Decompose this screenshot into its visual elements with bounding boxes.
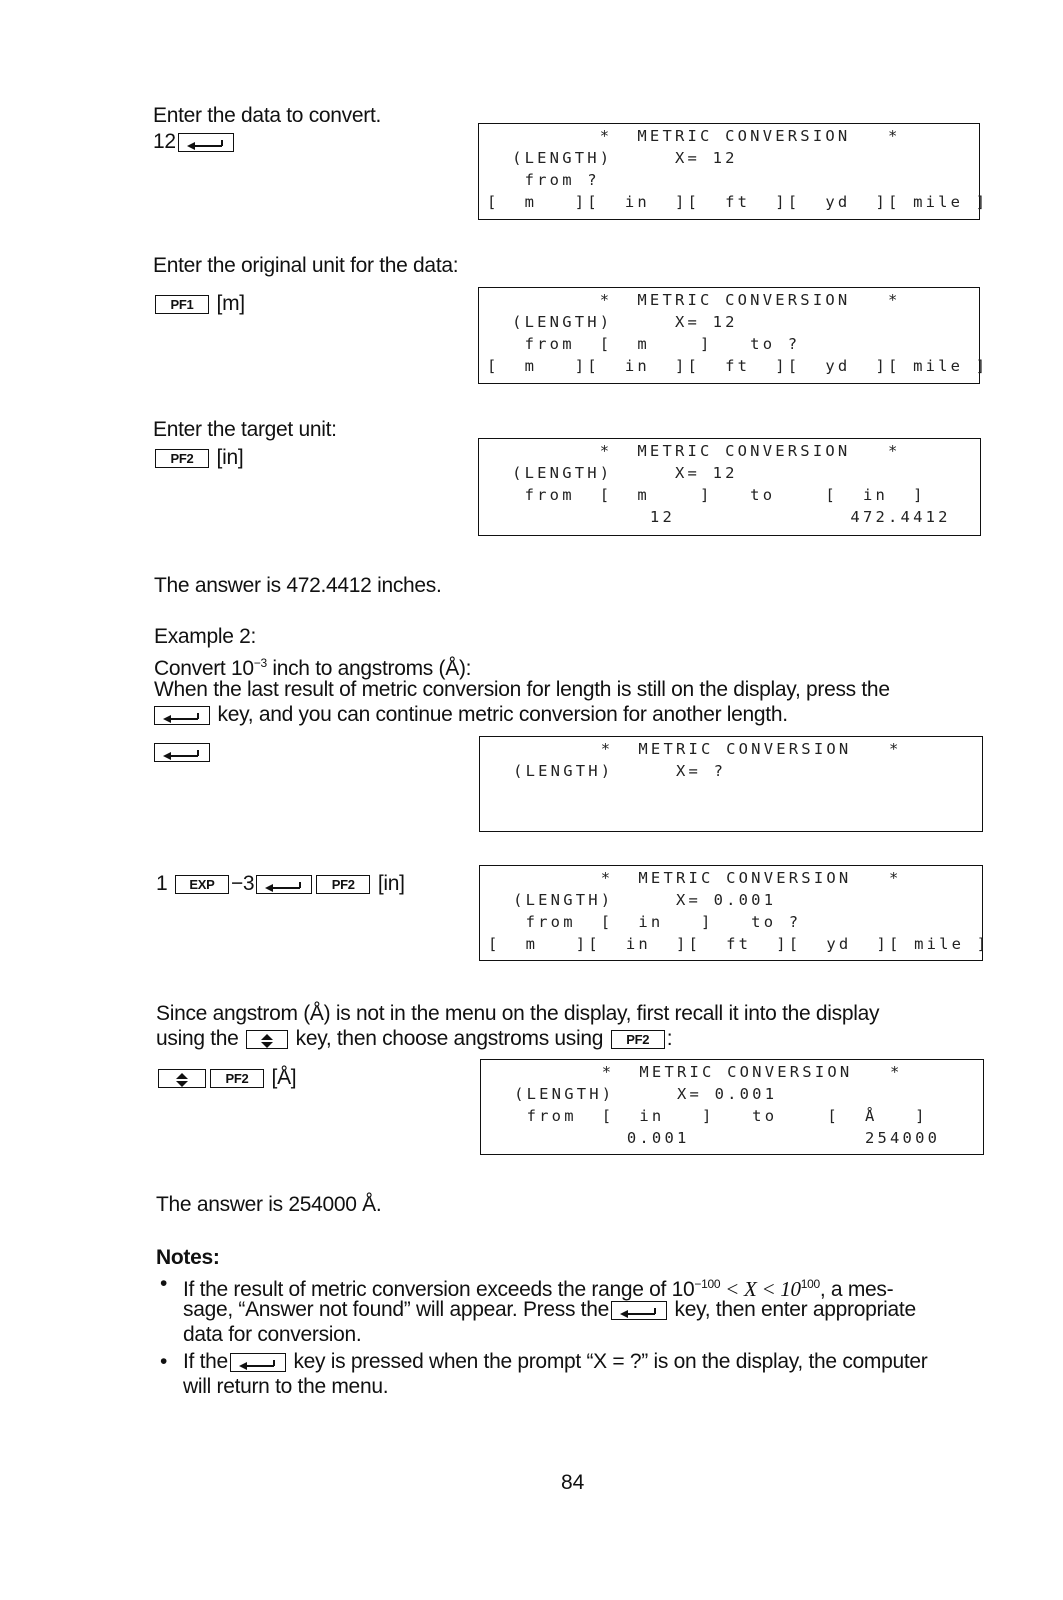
lcd-line: * METRIC CONVERSION *: [487, 127, 901, 145]
instruction-enter-data: Enter the data to convert.: [153, 104, 382, 127]
text-run: key, and you can continue metric conversion for another length.: [212, 703, 788, 726]
bullet-icon: •: [160, 1272, 168, 1295]
lcd-line: from ?: [487, 171, 600, 189]
text-run: If the: [183, 1350, 228, 1373]
text-run: Convert 10: [154, 657, 254, 680]
enter-key: [154, 706, 210, 725]
input-sequence-5: [156, 872, 405, 896]
lcd-line: * METRIC CONVERSION *: [487, 291, 901, 309]
since-line-1: Since angstrom (Å) is not in the menu on the display, first recall it into the display: [156, 1002, 880, 1025]
lcd-line: * METRIC CONVERSION *: [489, 1063, 903, 1081]
enter-key: [178, 133, 234, 152]
instruction-original-unit: Enter the original unit for the data:: [153, 254, 459, 277]
lcd-line: (LENGTH) X= 12: [487, 464, 738, 482]
pf2-key: PF2: [155, 449, 209, 468]
enter-arrow-icon: [238, 1355, 278, 1370]
text-run: key, then choose angstroms using: [290, 1027, 604, 1050]
pf1-key: PF1: [155, 295, 209, 314]
enter-key: [154, 743, 210, 762]
lcd-display-2: [478, 287, 989, 384]
lcd-line: * METRIC CONVERSION *: [488, 869, 902, 887]
lcd-line: * METRIC CONVERSION *: [487, 442, 901, 460]
lcd-display-1: [478, 123, 989, 220]
lcd-line: [ m ][ in ][ ft ][ yd ][ mile ]: [487, 357, 989, 375]
pf2-key: PF2: [210, 1069, 264, 1088]
answer-1: The answer is 472.4412 inches.: [154, 574, 442, 597]
pf2-key: PF2: [316, 875, 370, 894]
enter-key: [230, 1353, 286, 1372]
lcd-line: 0.001 254000: [489, 1129, 941, 1147]
unit-label: [Å]: [271, 1066, 297, 1089]
notes-heading: Notes:: [156, 1246, 220, 1269]
example-2-line3: When the last result of metric conversion for length is still on the display, press the: [154, 678, 890, 701]
lcd-line: (LENGTH) X= 12: [487, 149, 738, 167]
text-run: −3: [230, 872, 255, 895]
example-2-line4: [152, 703, 788, 727]
bullet-icon: •: [160, 1350, 168, 1373]
input-value: 12: [153, 130, 176, 153]
enter-arrow-icon: [619, 1303, 659, 1318]
example-2-convert: [154, 651, 471, 681]
lcd-line: 12 472.4412: [487, 508, 951, 526]
note-2-line-2: will return to the menu.: [183, 1375, 389, 1398]
exponent: 100: [800, 1277, 820, 1291]
text-run: key is pressed when the prompt “X = ?” is on the display, the computer: [287, 1350, 928, 1373]
up-down-key: [158, 1069, 206, 1088]
text-run: inch to angstroms (Å):: [266, 657, 472, 680]
enter-arrow-icon: [264, 877, 304, 892]
text-run: , a mes-: [819, 1278, 894, 1301]
lcd-display-5: [479, 865, 990, 961]
note-1-line-3: data for conversion.: [183, 1323, 362, 1346]
input-sequence-3: [153, 446, 243, 470]
text-run: key, then enter appropriate: [668, 1298, 916, 1321]
input-sequence-1: [153, 130, 236, 154]
unit-label: [in]: [216, 446, 244, 469]
text-run: 1: [156, 872, 168, 895]
lcd-line: [ m ][ in ][ ft ][ yd ][ mile ]: [488, 935, 990, 953]
note-2-line-1: [183, 1350, 927, 1374]
example-2-heading: Example 2:: [154, 625, 257, 648]
text-run: sage, “Answer not found” will appear. Press the: [183, 1298, 609, 1321]
lcd-line: (LENGTH) X= 0.001: [489, 1085, 778, 1103]
up-down-arrow-icon: [260, 1032, 274, 1047]
unit-label: [in]: [377, 872, 405, 895]
lcd-line: from [ in ] to ?: [488, 913, 802, 931]
lcd-display-6: [480, 1059, 984, 1155]
inequality: < X < 10: [720, 1277, 801, 1301]
up-down-arrow-icon: [175, 1071, 189, 1086]
enter-arrow-icon: [162, 745, 202, 760]
lcd-line: from [ m ] to ?: [487, 335, 801, 353]
note-1-line-2: [183, 1298, 916, 1322]
page-number: 84: [561, 1471, 585, 1494]
input-sequence-4: [152, 740, 212, 764]
exponent: −3: [253, 656, 267, 670]
lcd-display-4: [479, 736, 983, 832]
unit-label: [m]: [216, 292, 245, 315]
up-down-key: [246, 1030, 288, 1049]
enter-arrow-icon: [162, 708, 202, 723]
lcd-line: (LENGTH) X= 12: [487, 313, 738, 331]
pf2-key: PF2: [611, 1030, 665, 1049]
enter-arrow-icon: [186, 135, 226, 150]
lcd-line: [ m ][ in ][ ft ][ yd ][ mile ]: [487, 193, 989, 211]
lcd-line: (LENGTH) X= 0.001: [488, 891, 777, 909]
lcd-line: from [ m ] to [ in ]: [487, 486, 926, 504]
enter-key: [256, 875, 312, 894]
input-sequence-6: [156, 1066, 296, 1090]
input-sequence-2: [153, 292, 245, 316]
enter-key: [611, 1301, 667, 1320]
text-run: :: [666, 1027, 673, 1050]
answer-2: The answer is 254000 Å.: [156, 1193, 382, 1216]
lcd-line: from [ in ] to [ Å ]: [489, 1107, 928, 1125]
lcd-line: (LENGTH) X= ?: [488, 762, 727, 780]
lcd-display-3: [478, 438, 981, 536]
lcd-line: * METRIC CONVERSION *: [488, 740, 902, 758]
exponent: −100: [694, 1277, 721, 1291]
since-line-2: [156, 1027, 672, 1051]
text-run: If the result of metric conversion exceeds the range of 10: [183, 1278, 695, 1301]
text-run: using the: [156, 1027, 239, 1050]
instruction-target-unit: Enter the target unit:: [153, 418, 337, 441]
exp-key: EXP: [175, 875, 229, 894]
